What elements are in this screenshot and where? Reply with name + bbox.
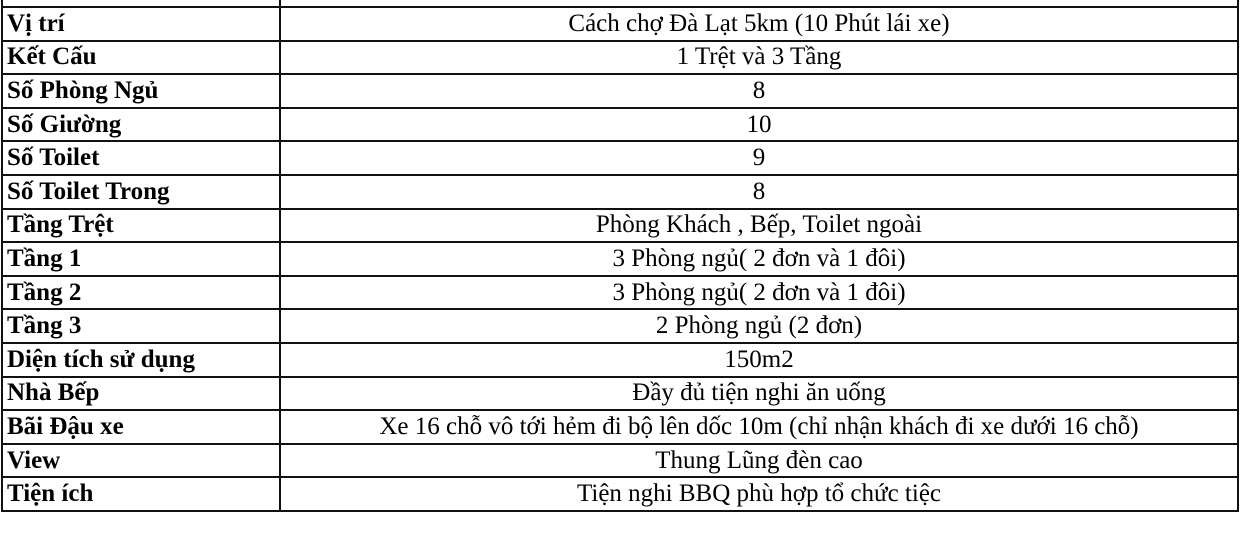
row-label: Bãi Đậu xe xyxy=(2,410,280,444)
row-value: 8 xyxy=(280,175,1238,209)
table-row-beds xyxy=(2,108,1238,142)
row-value: 3 Phòng ngủ( 2 đơn và 1 đôi) xyxy=(280,242,1238,276)
table-row-location xyxy=(2,7,1238,41)
row-value: 9 xyxy=(280,141,1238,175)
row-label: Số Giường xyxy=(2,108,280,142)
row-label: Tầng 2 xyxy=(2,276,280,310)
row-value: 150m2 xyxy=(280,343,1238,377)
row-value-cell xyxy=(280,0,1238,7)
table-row-parking xyxy=(2,410,1238,444)
table-row-view xyxy=(2,444,1238,478)
row-label: Tiện ích xyxy=(2,477,280,511)
row-value: Cách chợ Đà Lạt 5km (10 Phút lái xe) xyxy=(280,7,1238,41)
table-row-ensuite-toilets xyxy=(2,175,1238,209)
row-label: Nhà Bếp xyxy=(2,377,280,411)
table-row-amenities xyxy=(2,477,1238,511)
row-label: Tầng 3 xyxy=(2,309,280,343)
row-value: 3 Phòng ngủ( 2 đơn và 1 đôi) xyxy=(280,276,1238,310)
row-value: Phòng Khách , Bếp, Toilet ngoài xyxy=(280,209,1238,243)
row-label: Số Toilet Trong xyxy=(2,175,280,209)
table-row-ground-floor xyxy=(2,209,1238,243)
table-row-structure xyxy=(2,41,1238,75)
row-label: Kết Cấu xyxy=(2,41,280,75)
table-row-bedrooms xyxy=(2,74,1238,108)
table-row-floor-2 xyxy=(2,276,1238,310)
row-value: Đầy đủ tiện nghi ăn uống xyxy=(280,377,1238,411)
row-label: Tầng Trệt xyxy=(2,209,280,243)
row-value: 8 xyxy=(280,74,1238,108)
table-row-cut-off xyxy=(2,0,1238,7)
row-value: Thung Lũng đèn cao xyxy=(280,444,1238,478)
row-value: 2 Phòng ngủ (2 đơn) xyxy=(280,309,1238,343)
property-info-table xyxy=(1,0,1239,512)
row-value: Xe 16 chỗ vô tới hẻm đi bộ lên dốc 10m (chỉ nhận khách đi xe dưới 16 chỗ) xyxy=(280,410,1238,444)
row-label: Diện tích sử dụng xyxy=(2,343,280,377)
row-label: Số Phòng Ngủ xyxy=(2,74,280,108)
row-label: Số Toilet xyxy=(2,141,280,175)
table-row-usable-area xyxy=(2,343,1238,377)
row-value: 1 Trệt và 3 Tầng xyxy=(280,41,1238,75)
row-label: Tầng 1 xyxy=(2,242,280,276)
table-row-floor-1 xyxy=(2,242,1238,276)
table-row-floor-3 xyxy=(2,309,1238,343)
table-row-toilets xyxy=(2,141,1238,175)
row-label: Vị trí xyxy=(2,7,280,41)
row-label: View xyxy=(2,444,280,478)
row-value: 10 xyxy=(280,108,1238,142)
table-body xyxy=(2,0,1238,511)
row-label-cell xyxy=(2,0,280,7)
row-value: Tiện nghi BBQ phù hợp tổ chức tiệc xyxy=(280,477,1238,511)
table-row-kitchen xyxy=(2,377,1238,411)
